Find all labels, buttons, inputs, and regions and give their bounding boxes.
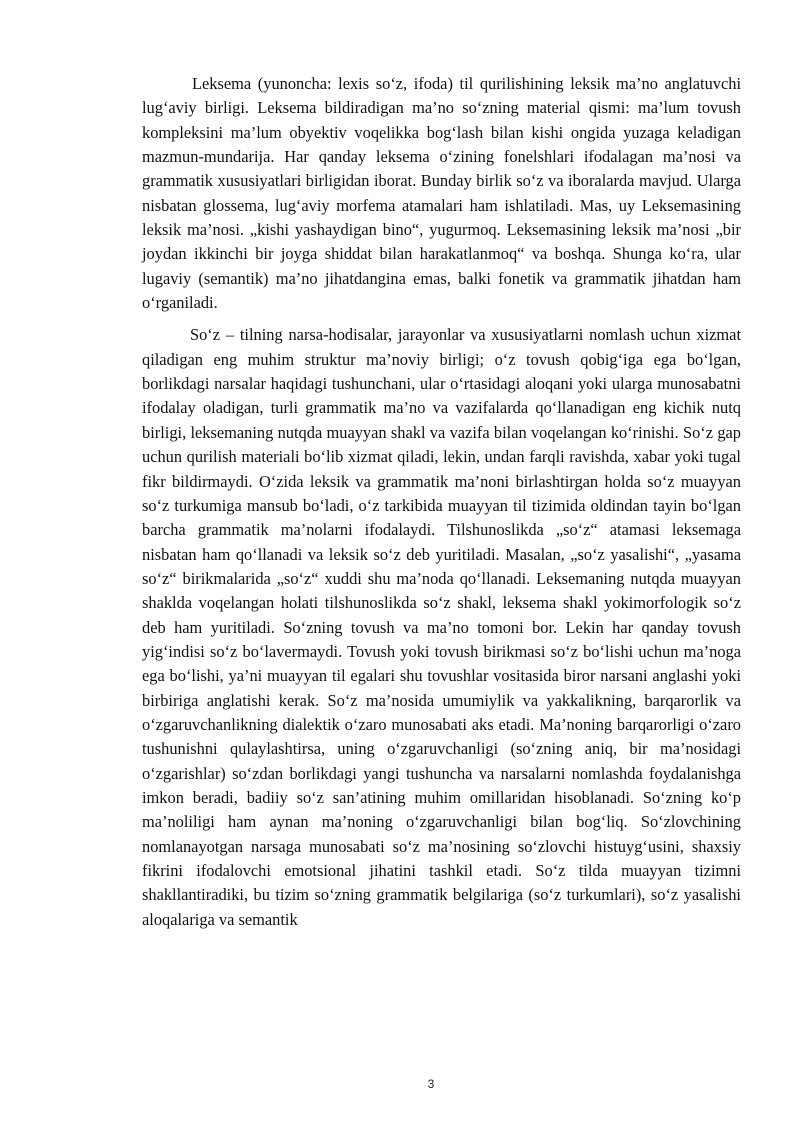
document-page — [142, 72, 741, 932]
paragraph-soz: So‘z – tilning narsa-hodisalar, jarayonlar va xususiyatlarni nomlash uchun xizmat qiladigan eng muhim struktur ma’noviy birligi; o‘z tovush qobig‘iga ega bo‘lgan, borlikdagi narsalar haqidagi tushunchani, ular o‘rtasidagi aloqani yoki ularga munosabatni ifodalay oladigan, turli grammatik ma’no va vazifalarda qo‘llanadigan eng kichik nutq birligi, leksemaning nutqda muayyan shakl va vazifa bilan voqelangan ko‘rinishi. So‘z gap uchun qurilish materiali bo‘lib xizmat qiladi, lekin, undan farqli ravishda, xabar yoki tugal fikr bildirmaydi. O‘zida leksik va grammatik ma’noni birlashtirgan holda so‘z muayyan so‘z turkumiga mansub bo‘ladi, o‘z tarkibida muayyan til tizimida oldindan tayin bo‘lgan barcha grammatik ma’nolarni ifodalaydi. Tilshunoslikda „so‘z“ atamasi leksemaga nisbatan ham qo‘llanadi va leksik so‘z deb yuritiladi. Masalan, „so‘z yasalishi“, „yasama so‘z“ birikmalarida „so‘z“ xuddi shu ma’noda qo‘llanadi. Leksemaning nutqda muayyan shaklda voqelangan holati tilshunoslikda so‘z shakl, leksema shakl yokimorfologik so‘z deb ham yuritiladi. So‘zning tovush va ma’no tomoni bor. Lekin har qanday tovush yig‘indisi so‘z bo‘lavermaydi. Tovush yoki tovush birikmasi so‘z bo‘lishi uchun ma’noga ega bo‘lishi, ya’ni muayyan til egalari shu tovushlar vositasida biror narsani anglashi yoki birbiriga anglatishi kerak. So‘z ma’nosida umumiylik va yakkalikning, barqarorlik va o‘zgaruvchanlikning dialektik o‘zaro munosabati aks etadi. Ma’noning barqarorligi o‘zaro tushunishni qulaylashtirsa, uning o‘zgaruvchanligi (so‘zning aniq, bir ma’nosidagi o‘zgarishlar) so‘zdan borlikdagi yangi tushuncha va narsalarni nomlashda foydalanishga imkon beradi, badiiy so‘z san’atining muhim omillaridan hisoblanadi. So‘zning ko‘p ma’noliligi ham aynan ma’noning o‘zgaruvchanligi bilan bog‘liq. So‘zlovchining nomlanayotgan narsaga munosabati so‘z ma’nosining so‘zlovchi histuyg‘usini, shaxsiy fikrini ifodalovchi emotsional jihatini tashkil etadi. So‘z tilda muayyan tizimni shakllantiradiki, bu tizim so‘zning grammatik belgilariga (so‘z turkumlari), so‘z yasalishi aloqalariga va semantik — [142, 325, 741, 929]
page-number: 3 — [427, 1077, 435, 1091]
paragraph-leksema: Leksema (yunoncha: lexis so‘z, ifoda) til qurilishining leksik ma’no anglatuvchi lug‘aviy birligi. Leksema bildiradigan ma’no so‘zning material qismi: ma’lum tovush kompleksini ma’lum obyektiv voqelikka bog‘lash bilan kishi ongida yuzaga keladigan mazmun-mundarija. Har qanday leksema o‘zining fonelshlari ifodalagan ma’nosi va grammatik xususiyatlari birligidan iborat. Bunday birlik so‘z va iboralarda mavjud. Ularga nisbatan glossema, lug‘aviy morfema atamalari ham ishlatiladi. Mas, uy Leksemasining leksik ma’nosi. „kishi yashaydigan bino“, yugurmoq. Leksemasining leksik ma’nosi „bir joydan ikkinchi bir joyga shiddat bilan harakatlanmoq“ va boshqa. Shunga ko‘ra, ular lugaviy (semantik) ma’no jihatdangina emas, balki fonetik va grammatik jihatdan ham o‘rganiladi. — [142, 74, 741, 313]
